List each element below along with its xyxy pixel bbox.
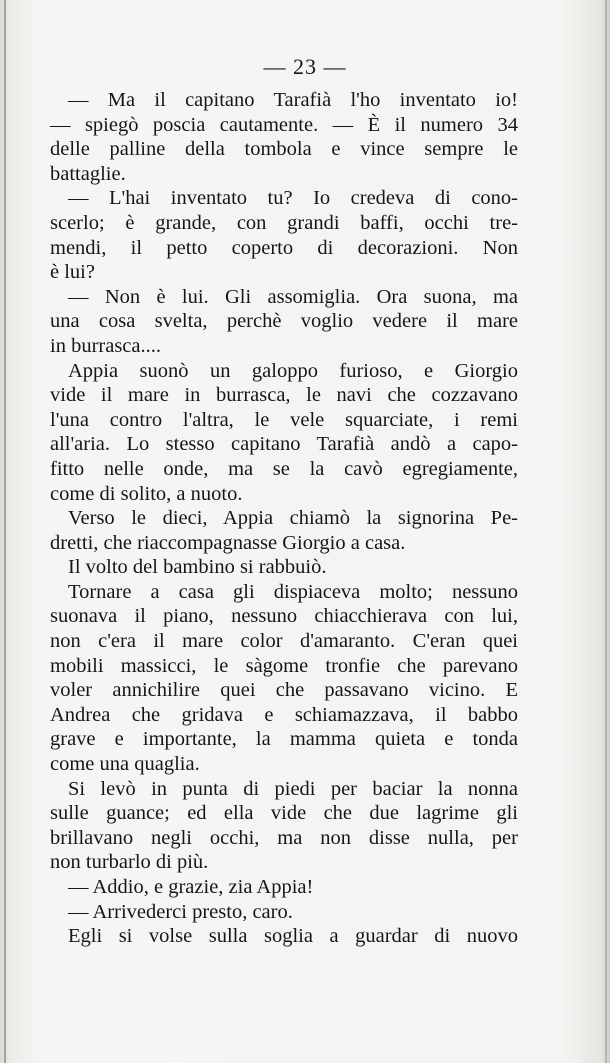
text-line: — L'hai inventato tu? Io credeva di cono- <box>68 187 518 210</box>
body-text <box>50 88 518 949</box>
page-right-edge <box>605 0 607 1063</box>
text-line: grave e importante, la mamma quieta e tonda <box>50 728 518 751</box>
text-line: suonava il piano, nessuno chiacchierava con lui, <box>50 605 518 628</box>
text-line: Egli si volse sulla soglia a guardar di nuovo <box>68 925 518 948</box>
text-line: come di solito, a nuoto. <box>50 482 243 505</box>
text-line: Tornare a casa gli dispiaceva molto; nessuno <box>68 580 518 603</box>
text-line: Andrea che gridava e schiamazzava, il babbo <box>50 703 518 726</box>
text-line: l'una contro l'altra, le vele squarciate, i remi <box>50 408 518 431</box>
text-line: scerlo; è grande, con grandi baffi, occhi tre- <box>50 211 518 234</box>
text-line: — Arrivederci presto, caro. <box>68 900 293 923</box>
text-line: in burrasca.... <box>50 334 161 357</box>
text-line: come una quaglia. <box>50 753 200 776</box>
text-line: battaglie. <box>50 162 126 185</box>
text-line: mendi, il petto coperto di decorazioni. Non <box>50 236 518 259</box>
text-line: Appia suonò un galoppo furioso, e Giorgio <box>68 359 518 382</box>
text-line: dretti, che riaccompagnasse Giorgio a casa. <box>50 531 406 554</box>
text-line: voler annichilire quei che passavano vicino. E <box>50 679 518 702</box>
text-line: Verso le dieci, Appia chiamò la signorina Pe- <box>68 507 518 530</box>
text-line: — Non è lui. Gli assomiglia. Ora suona, ma <box>68 285 518 308</box>
text-line: è lui? <box>50 261 95 284</box>
text-line: brillavano negli occhi, ma non disse nulla, per <box>50 826 518 849</box>
text-line: Si levò in punta di piedi per baciar la nonna <box>68 777 518 800</box>
text-line: all'aria. Lo stesso capitano Tarafià andò a capo- <box>50 433 518 456</box>
text-line: vide il mare in burrasca, le navi che cozzavano <box>50 384 518 407</box>
text-line: — spiegò poscia cautamente. — È il numero 34 <box>50 113 518 136</box>
page-number: — 23 — <box>263 54 347 79</box>
text-line: — Addio, e grazie, zia Appia! <box>68 876 314 898</box>
text-line: non turbarlo di più. <box>50 851 209 874</box>
page-left-edge <box>4 0 6 1063</box>
text-line: una cosa svelta, perchè voglio vedere il mare <box>50 310 518 333</box>
text-line: non c'era il mare color d'amaranto. C'eran quei <box>50 630 518 653</box>
text-line: fitto nelle onde, ma se la cavò egregiamente, <box>50 457 518 480</box>
text-line: sulle guance; ed ella vide che due lagrime gli <box>50 802 518 825</box>
text-line: mobili massicci, le sàgome tronfie che parevano <box>50 654 518 677</box>
text-line: Il volto del bambino si rabbuiò. <box>68 556 327 579</box>
text-line: — Ma il capitano Tarafià l'ho inventato io! <box>68 89 518 111</box>
text-line: delle palline della tombola e vince sempre le <box>50 138 518 161</box>
